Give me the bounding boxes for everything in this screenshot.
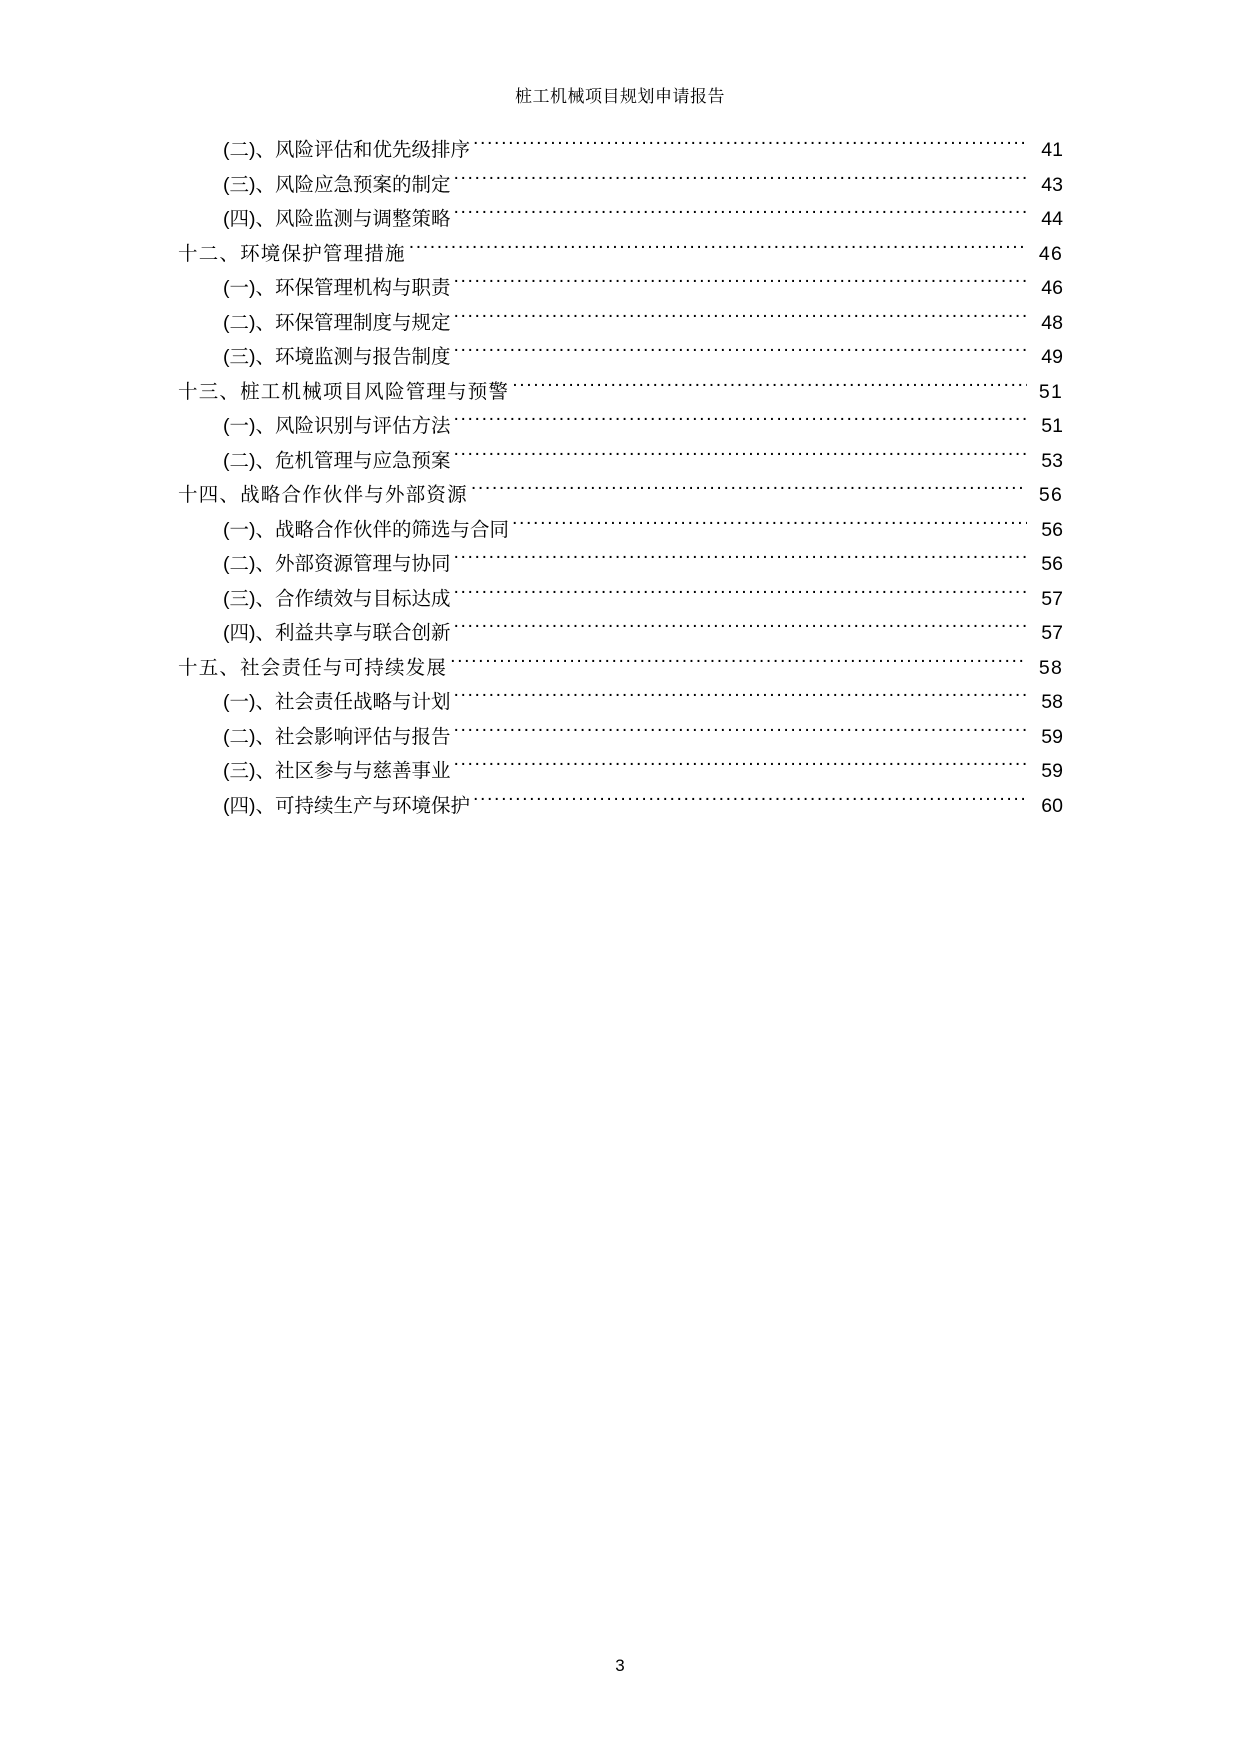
- toc-entry[interactable]: [178, 444, 1063, 479]
- toc-entry-title: 十五、社会责任与可持续发展: [178, 656, 448, 679]
- toc-leader-dots: [450, 654, 1027, 674]
- toc-leader-dots: [512, 516, 1027, 536]
- toc-entry-page-number: 57: [1041, 587, 1063, 610]
- toc-entry[interactable]: [178, 168, 1063, 203]
- toc-entry-page-number: 56: [1038, 484, 1063, 506]
- toc-entry-page-number: 60: [1041, 794, 1063, 817]
- toc-leader-dots: [454, 344, 1028, 364]
- page-header: 桩工机械项目规划申请报告: [515, 87, 725, 106]
- toc-leader-dots: [454, 551, 1028, 571]
- toc-entry-title: (二)、环保管理制度与规定: [223, 311, 451, 334]
- toc-entry-page-number: 58: [1041, 691, 1063, 713]
- toc-entry-page-number: 48: [1041, 311, 1063, 334]
- toc-entry-title: (一)、环保管理机构与职责: [223, 277, 451, 299]
- toc-entry-title: 十二、环境保护管理措施: [178, 242, 406, 265]
- toc-entry[interactable]: [178, 133, 1063, 168]
- toc-entry-page-number: 58: [1038, 656, 1063, 679]
- toc-entry-page-number: 46: [1041, 277, 1063, 299]
- toc-entry[interactable]: [178, 478, 1063, 513]
- toc-entry[interactable]: [178, 340, 1063, 375]
- toc-leader-dots: [471, 482, 1027, 502]
- toc-leader-dots: [454, 413, 1028, 433]
- toc-entry-title: (二)、社会影响评估与报告: [223, 725, 451, 748]
- toc-entry-title: (二)、风险评估和优先级排序: [223, 139, 470, 161]
- toc-entry-title: (四)、可持续生产与环境保护: [223, 794, 470, 817]
- toc-entry-title: (一)、风险识别与评估方法: [223, 415, 451, 437]
- toc-leader-dots: [454, 309, 1028, 329]
- toc-leader-dots: [454, 723, 1028, 743]
- toc-entry[interactable]: [178, 271, 1063, 306]
- toc-entry-page-number: 53: [1041, 449, 1063, 472]
- toc-entry[interactable]: [178, 789, 1063, 824]
- toc-entry-page-number: 43: [1041, 173, 1063, 196]
- toc-entry[interactable]: [178, 616, 1063, 651]
- toc-entry[interactable]: [178, 582, 1063, 617]
- toc-entry[interactable]: [178, 720, 1063, 755]
- toc-entry-title: (三)、社区参与与慈善事业: [223, 760, 451, 782]
- toc-entry[interactable]: [178, 409, 1063, 444]
- toc-entry[interactable]: [178, 547, 1063, 582]
- toc-leader-dots: [454, 689, 1028, 709]
- toc-entry[interactable]: [178, 375, 1063, 410]
- toc-entry-page-number: 41: [1041, 139, 1063, 161]
- toc-entry-page-number: 56: [1041, 553, 1063, 575]
- toc-entry-title: (二)、危机管理与应急预案: [223, 449, 451, 472]
- toc-leader-dots: [454, 206, 1028, 226]
- page-footer: 3: [615, 1656, 625, 1675]
- toc-entry-page-number: 51: [1038, 380, 1063, 403]
- toc-entry-page-number: 49: [1041, 346, 1063, 368]
- toc-entry-page-number: 44: [1041, 208, 1063, 230]
- toc-leader-dots: [512, 378, 1027, 398]
- toc-leader-dots: [454, 620, 1028, 640]
- toc-entry-page-number: 59: [1041, 725, 1063, 748]
- toc-entry-title: (二)、外部资源管理与协同: [223, 553, 451, 575]
- toc-entry-title: (四)、利益共享与联合创新: [223, 622, 451, 644]
- toc-entry-title: (一)、社会责任战略与计划: [223, 691, 451, 713]
- toc-leader-dots: [409, 240, 1027, 260]
- toc-entry[interactable]: [178, 685, 1063, 720]
- toc-entry-page-number: 57: [1041, 622, 1063, 644]
- toc-entry-page-number: 51: [1041, 415, 1063, 437]
- toc-entry-title: (三)、合作绩效与目标达成: [223, 587, 451, 610]
- toc-entry-page-number: 56: [1041, 518, 1063, 541]
- toc-leader-dots: [473, 792, 1027, 812]
- toc-entry-title: 十三、桩工机械项目风险管理与预警: [178, 380, 510, 403]
- toc-entry[interactable]: [178, 306, 1063, 341]
- toc-entry-title: 十四、战略合作伙伴与外部资源: [178, 484, 468, 506]
- toc-entry[interactable]: [178, 513, 1063, 548]
- toc-entry-title: (三)、风险应急预案的制定: [223, 173, 451, 196]
- toc-entry[interactable]: [178, 237, 1063, 272]
- toc-entry-title: (三)、环境监测与报告制度: [223, 346, 451, 368]
- toc-entry-page-number: 46: [1038, 242, 1063, 265]
- toc-leader-dots: [454, 275, 1028, 295]
- toc-leader-dots: [454, 758, 1028, 778]
- toc-entry-title: (一)、战略合作伙伴的筛选与合同: [223, 518, 509, 541]
- toc-entry[interactable]: [178, 202, 1063, 237]
- toc-entry-title: (四)、风险监测与调整策略: [223, 208, 451, 230]
- toc-entry-page-number: 59: [1041, 760, 1063, 782]
- toc-entry[interactable]: [178, 651, 1063, 686]
- toc-leader-dots: [454, 585, 1028, 605]
- toc-leader-dots: [454, 447, 1028, 467]
- toc-leader-dots: [454, 171, 1028, 191]
- toc-entry[interactable]: [178, 754, 1063, 789]
- toc-leader-dots: [473, 137, 1027, 157]
- table-of-contents: [178, 133, 1063, 823]
